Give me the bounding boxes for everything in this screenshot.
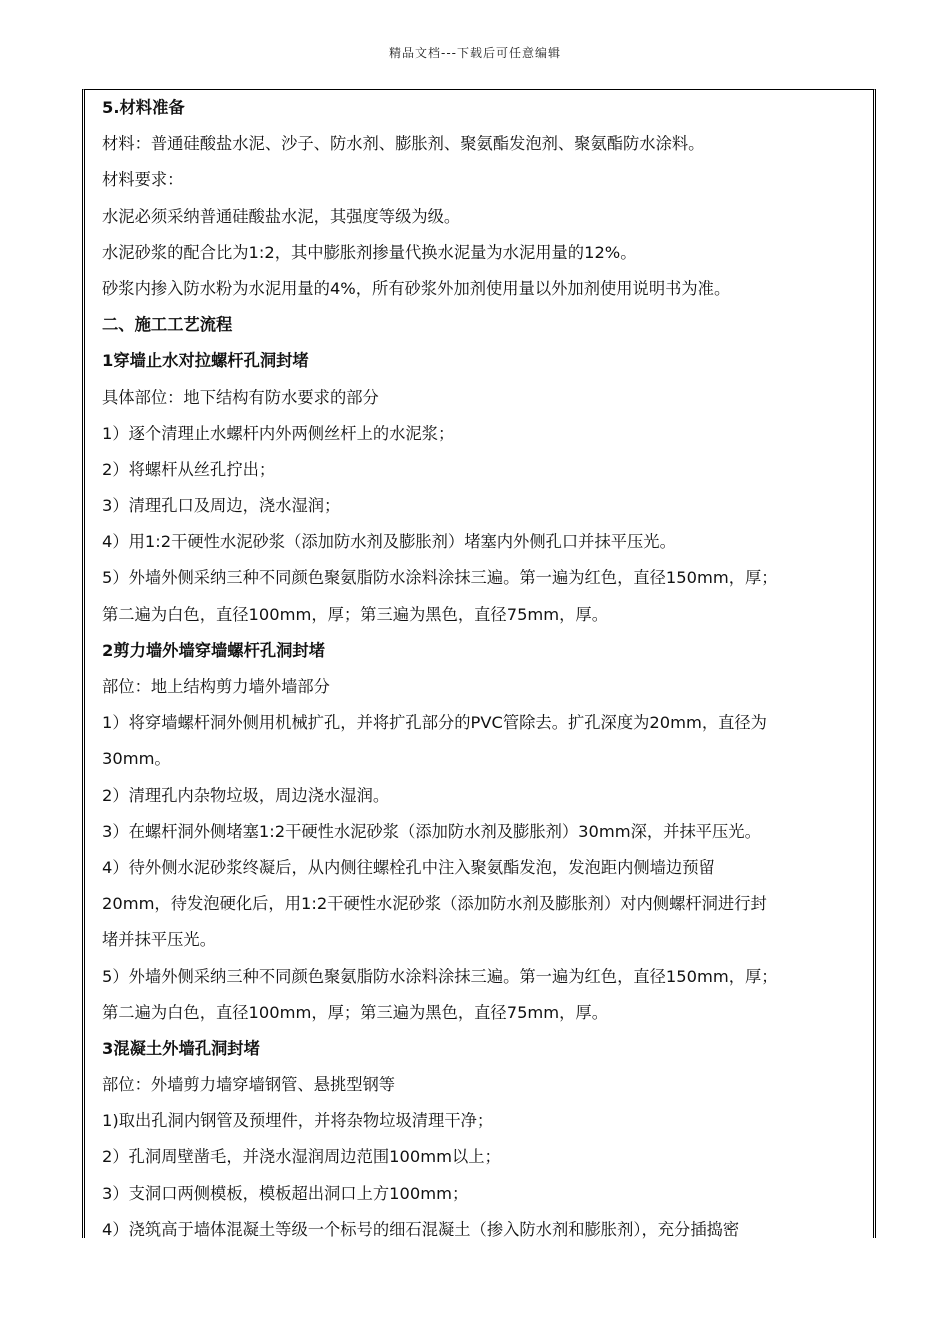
text-line: 4）浇筑高于墙体混凝土等级一个标号的细石混凝土（掺入防水剂和膨胀剂），充分插捣密 — [102, 1219, 740, 1239]
text-line: 20mm，待发泡硬化后，用1:2干硬性水泥砂浆（添加防水剂及膨胀剂）对内侧螺杆洞进行封 — [102, 894, 767, 914]
text-line: 4）用1:2干硬性水泥砂浆（添加防水剂及膨胀剂）堵塞内外侧孔口并抹平压光。 — [102, 532, 676, 552]
text-line: 3）在螺杆洞外侧堵塞1:2干硬性水泥砂浆（添加防水剂及膨胀剂）30mm深，并抹平压光。 — [102, 821, 761, 841]
text-line: 4）待外侧水泥砂浆终凝后，从内侧往螺栓孔中注入聚氨酯发泡，发泡距内侧墙边预留 — [102, 857, 715, 877]
text-line: 砂浆内掺入防水粉为水泥用量的4%，所有砂浆外加剂使用量以外加剂使用说明书为准。 — [102, 278, 731, 298]
section-heading: 二、施工工艺流程 — [102, 315, 233, 335]
section-heading: 5.材料准备 — [102, 98, 185, 117]
text-line: 5）外墙外侧采纳三种不同颜色聚氨脂防水涂料涂抹三遍。第一遍为红色，直径150mm，厚； — [102, 966, 778, 986]
text-line: 3）清理孔口及周边，浇水湿润； — [102, 496, 341, 516]
text-line: 部位：外墙剪力墙穿墙钢管、悬挑型钢等 — [102, 1075, 396, 1095]
text-line: 1)取出孔洞内钢管及预埋件，并将杂物垃圾清理干净； — [102, 1111, 494, 1131]
text-line: 堵并抹平压光。 — [102, 930, 216, 950]
page-header: 精品文档---下载后可任意编辑 — [389, 46, 561, 60]
document-body — [102, 90, 877, 1248]
text-line: 30mm。 — [102, 749, 171, 769]
text-line: 部位：地上结构剪力墙外墙部分 — [102, 677, 330, 696]
text-line: 水泥必须采纳普通硅酸盐水泥，其强度等级为级。 — [102, 206, 461, 226]
text-line: 1）逐个清理止水螺杆内外两侧丝杆上的水泥浆； — [102, 423, 455, 443]
section-heading: 2剪力墙外墙穿墙螺杆孔洞封堵 — [102, 640, 325, 660]
text-line: 2）清理孔内杂物垃圾，周边浇水湿润。 — [102, 785, 390, 805]
text-line: 材料：普通硅酸盐水泥、沙子、防水剂、膨胀剂、聚氨酯发泡剂、聚氨酯防水涂料。 — [102, 134, 705, 154]
text-line: 第二遍为白色，直径100mm，厚；第三遍为黑色，直径75mm，厚。 — [102, 604, 608, 624]
text-line: 具体部位：地下结构有防水要求的部分 — [102, 387, 379, 407]
section-heading: 1穿墙止水对拉螺杆孔洞封堵 — [102, 351, 309, 371]
section-heading: 3混凝土外墙孔洞封堵 — [102, 1038, 260, 1058]
text-line: 2）孔洞周壁凿毛，并浇水湿润周边范围100mm以上； — [102, 1147, 501, 1167]
text-line: 第二遍为白色，直径100mm，厚；第三遍为黑色，直径75mm，厚。 — [102, 1002, 608, 1022]
text-line: 3）支洞口两侧模板，模板超出洞口上方100mm； — [102, 1183, 469, 1203]
text-line: 水泥砂浆的配合比为1:2，其中膨胀剂掺量代换水泥量为水泥用量的12%。 — [102, 242, 637, 262]
text-line: 1）将穿墙螺杆洞外侧用机械扩孔，并将扩孔部分的PVC管除去。扩孔深度为20mm，直径为 — [102, 713, 767, 733]
text-line: 5）外墙外侧采纳三种不同颜色聚氨脂防水涂料涂抹三遍。第一遍为红色，直径150mm，厚； — [102, 568, 778, 588]
text-line: 材料要求： — [102, 170, 184, 190]
text-line: 2）将螺杆从丝孔拧出； — [102, 459, 276, 479]
